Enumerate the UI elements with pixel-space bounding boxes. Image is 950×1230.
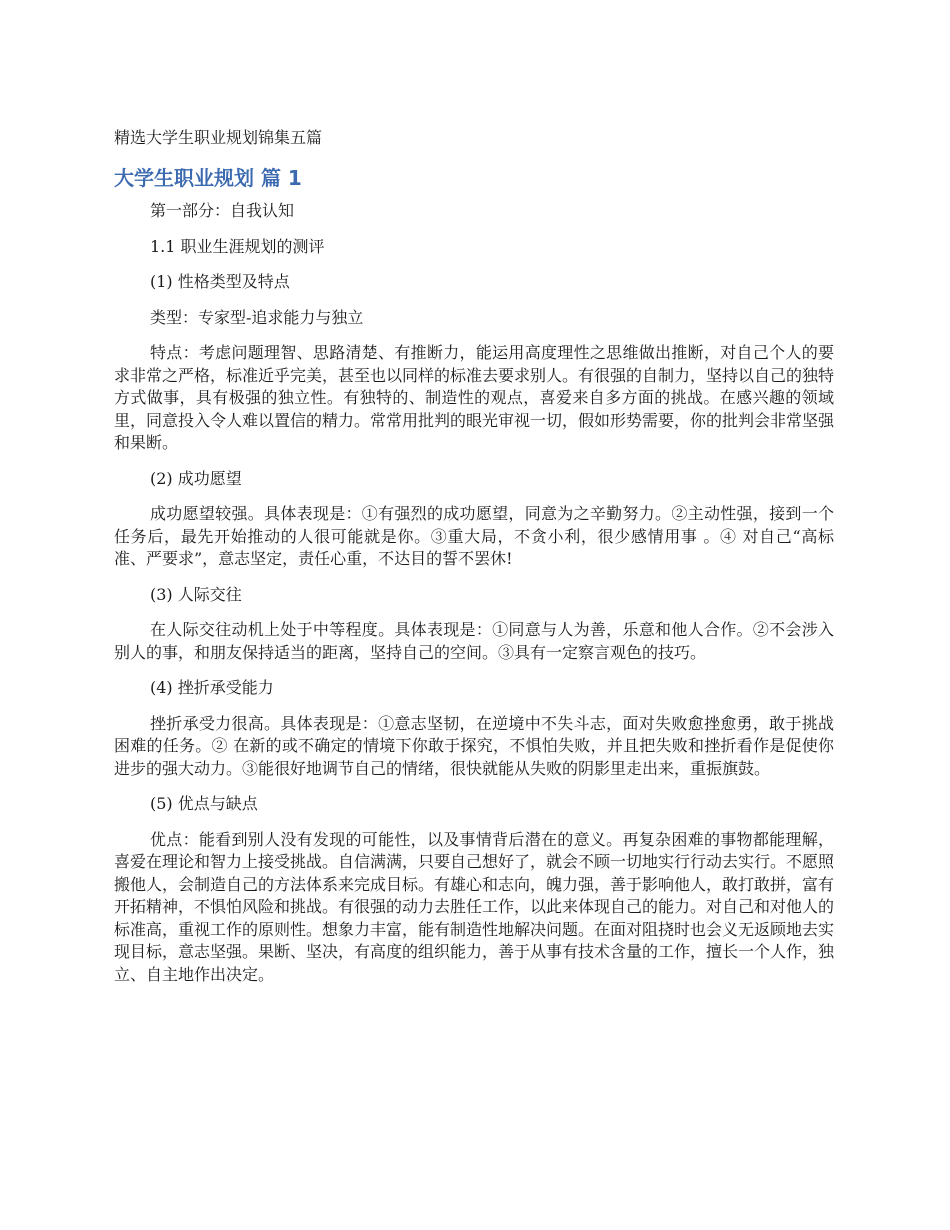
personality-traits-paragraph: 特点：考虑问题理智、思路清楚、有推断力，能运用高度理性之思维做出推断，对自己个人的要求非常之严格，标准近乎完美，甚至也以同样的标准去要求别人。有很强的自制力，坚持以自己的独特方式做事，具有极强的独立性。有独特的、制造性的观点，喜爱来自多方面的挑战。在感兴趣的领域里，同意投入令人难以置信的精力。常常用批判的眼光审视一切，假如形势需要，你的批判会非常坚强和果断。 bbox=[114, 343, 835, 452]
item-heading-strengths: (5) 优点与缺点 bbox=[150, 794, 258, 813]
document-title: 精选大学生职业规划锦集五篇 bbox=[114, 128, 323, 147]
personality-type: 类型：专家型-追求能力与独立 bbox=[150, 307, 364, 327]
item-heading-social: (3) 人际交往 bbox=[150, 584, 242, 604]
item-heading-success: (2) 成功愿望 bbox=[150, 468, 242, 488]
section-heading: 大学生职业规划 篇 1 bbox=[114, 166, 302, 190]
part-heading: 第一部分：自我认知 bbox=[150, 201, 295, 220]
strengths-paragraph: 优点：能看到别人没有发现的可能性，以及事情背后潜在的意义。再复杂困难的事物都能理解，喜爱在理论和智力上接受挑战。自信满满，只要自己想好了，就会不顾一切地实行行动去实行。不愿照搬他人，会制造自己的方法体系来完成目标。有雄心和志向，魄力强，善于影响他人，敢打敢拼，富有开拓精神，不惧怕风险和挑战。有很强的动力去胜任工作，以此来体现自己的能力。对自己和对他人的标准高，重视工作的原则性。想象力丰富，能有制造性地解决问题。在面对阻挠时也会义无返顾地去实现目标，意志坚强。果断、坚决，有高度的组织能力，善于从事有技术含量的工作，擅长一个人作，独立、自主地作出决定。 bbox=[114, 829, 835, 984]
item-heading-personality: (1) 性格类型及特点 bbox=[150, 272, 290, 291]
frustration-paragraph: 挫折承受力很高。具体表现是：①意志坚韧，在逆境中不失斗志，面对失败愈挫愈勇，敢于挑战困难的任务。② 在新的或不确定的情境下你敢于探究，不惧怕失败，并且把失败和挫折看作是促使你进步的强大动力。③能很好地调节自己的情绪，很快就能从失败的阴影里走出来，重振旗鼓。 bbox=[114, 713, 834, 778]
item-heading-frustration: (4) 挫折承受能力 bbox=[150, 678, 274, 697]
document-body bbox=[114, 200, 834, 999]
subsection-heading: 1.1 职业生涯规划的测评 bbox=[150, 236, 325, 256]
social-paragraph: 在人际交往动机上处于中等程度。具体表现是：①同意与人为善，乐意和他人合作。②不会涉入别人的事，和朋友保持适当的距离，坚持自己的空间。③具有一定察言观色的技巧。 bbox=[114, 620, 834, 662]
success-paragraph: 成功愿望较强。具体表现是：①有强烈的成功愿望，同意为之辛勤努力。②主动性强，接到一个任务后，最先开始推动的人很可能就是你。③重大局，不贪小利，很少感情用事 。④ 对自己“高标准、严要求”，意志坚定，责任心重，不达目的誓不罢休! bbox=[114, 504, 834, 568]
